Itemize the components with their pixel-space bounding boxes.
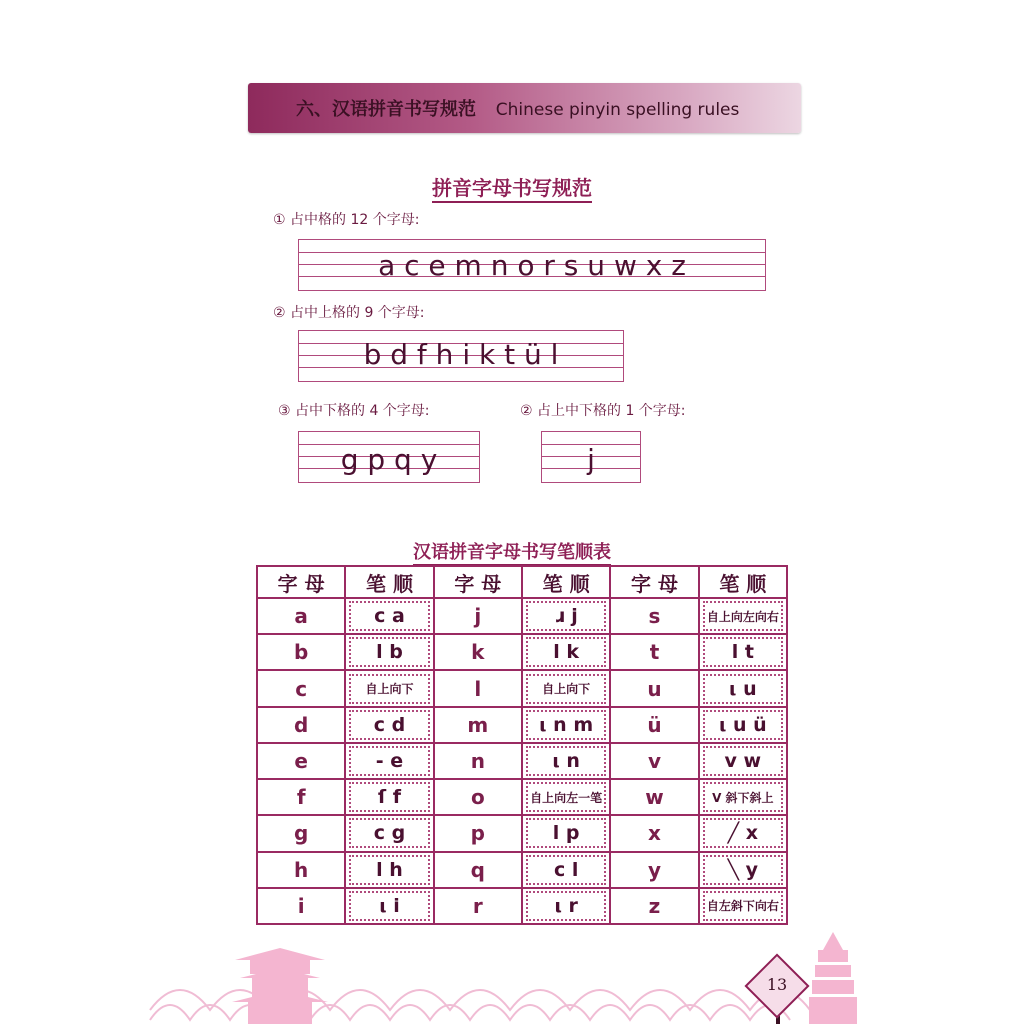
stroke-order-box: 自左斜下向右: [703, 891, 783, 921]
letter-cell: l: [434, 670, 522, 706]
table-row: [257, 815, 787, 851]
stroke-order-box: 自上向下: [349, 674, 429, 704]
stroke-order-cell: [522, 888, 610, 924]
letter-cell: r: [434, 888, 522, 924]
stroke-order-box: ſ f: [349, 782, 429, 812]
header-stroke: 笔 顺: [699, 566, 787, 598]
letter-cell: a: [257, 598, 345, 634]
stroke-order-cell: [699, 743, 787, 779]
stroke-order-box: ╱ x: [703, 818, 783, 848]
stroke-order-cell: [345, 888, 433, 924]
table-row: [257, 779, 787, 815]
letter-cell: z: [610, 888, 698, 924]
table-row: [257, 743, 787, 779]
stroke-order-cell: [345, 598, 433, 634]
letter-cell: y: [610, 852, 698, 888]
writing-grid-middle: [298, 239, 766, 291]
letter-cell: w: [610, 779, 698, 815]
chapter-banner: [248, 83, 801, 133]
stroke-order-cell: [522, 707, 610, 743]
letter-cell: h: [257, 852, 345, 888]
stroke-order-box: 自上向左一笔: [526, 782, 606, 812]
header-stroke: 笔 顺: [522, 566, 610, 598]
page-number: 13: [766, 975, 788, 994]
chapter-title-en: Chinese pinyin spelling rules: [495, 100, 740, 120]
table-header-row: [257, 566, 787, 598]
group-caption-middle-lower: ③ 占中下格的 4 个字母:: [278, 403, 430, 419]
letter-cell: k: [434, 634, 522, 670]
stroke-order-box: l t: [703, 637, 783, 667]
stroke-order-table: [256, 565, 788, 925]
stroke-order-box: c g: [349, 818, 429, 848]
stroke-order-cell: [345, 779, 433, 815]
stroke-order-box: l k: [526, 637, 606, 667]
stroke-order-cell: [522, 779, 610, 815]
stroke-order-box: ι n m: [526, 710, 606, 740]
letter-cell: n: [434, 743, 522, 779]
letter-cell: m: [434, 707, 522, 743]
header-letter: 字 母: [610, 566, 698, 598]
pagoda-left-icon: [232, 948, 328, 1024]
letter-cell: q: [434, 852, 522, 888]
stroke-order-box: 自上向下: [526, 674, 606, 704]
stroke-order-cell: [699, 852, 787, 888]
header-stroke: 笔 顺: [345, 566, 433, 598]
header-letter: 字 母: [434, 566, 522, 598]
writing-grid-middle-lower: [298, 431, 480, 483]
stroke-order-cell: [345, 815, 433, 851]
stroke-order-cell: [522, 743, 610, 779]
letter-cell: j: [434, 598, 522, 634]
stroke-order-box: l b: [349, 637, 429, 667]
stroke-order-cell: [699, 888, 787, 924]
grid-letters-middle-upper: b d f h i k t ü l: [363, 337, 559, 371]
letter-cell: ü: [610, 707, 698, 743]
stroke-order-cell: [522, 852, 610, 888]
header-letter: 字 母: [257, 566, 345, 598]
stroke-order-box: ι r: [526, 891, 606, 921]
letter-cell: x: [610, 815, 698, 851]
section-title-writing-rules: 拼音字母书写规范: [0, 172, 1024, 201]
table-row: [257, 852, 787, 888]
letter-cell: c: [257, 670, 345, 706]
stroke-order-box: l p: [526, 818, 606, 848]
stroke-order-box: ι u: [703, 674, 783, 704]
stroke-order-cell: [699, 707, 787, 743]
letter-cell: g: [257, 815, 345, 851]
stroke-order-box: v w: [703, 746, 783, 776]
stroke-order-cell: [345, 670, 433, 706]
stroke-order-cell: [699, 670, 787, 706]
stroke-order-cell: [522, 634, 610, 670]
chapter-title-zh: 六、汉语拼音书写规范: [296, 99, 476, 120]
stroke-order-cell: [699, 634, 787, 670]
letter-cell: s: [610, 598, 698, 634]
stroke-order-box: 自上向左向右: [703, 601, 783, 631]
stroke-order-box: ι u ü: [703, 710, 783, 740]
section-title-stroke-order: 汉语拼音字母书写笔顺表: [0, 538, 1024, 564]
writing-grid-middle-upper: [298, 330, 624, 382]
group-caption-middle-upper: ② 占中上格的 9 个字母:: [273, 305, 425, 321]
stroke-order-cell: [345, 707, 433, 743]
stroke-order-box: c a: [349, 601, 429, 631]
stroke-order-box: ι i: [349, 891, 429, 921]
letter-cell: o: [434, 779, 522, 815]
letter-cell: u: [610, 670, 698, 706]
table-row: [257, 888, 787, 924]
table-row: [257, 634, 787, 670]
stroke-order-cell: [345, 634, 433, 670]
stroke-order-box: ɹ j: [526, 601, 606, 631]
writing-grid-full: [541, 431, 641, 483]
letter-cell: b: [257, 634, 345, 670]
letter-cell: v: [610, 743, 698, 779]
stroke-order-box: V 斜下斜上: [703, 782, 783, 812]
stroke-order-cell: [522, 670, 610, 706]
letter-cell: f: [257, 779, 345, 815]
group-caption-full: ② 占上中下格的 1 个字母:: [520, 403, 686, 419]
letter-cell: i: [257, 888, 345, 924]
stroke-order-cell: [699, 815, 787, 851]
letter-cell: p: [434, 815, 522, 851]
stroke-order-box: c l: [526, 855, 606, 885]
group-caption-middle: ① 占中格的 12 个字母:: [273, 212, 420, 228]
stroke-order-box: ι n: [526, 746, 606, 776]
table-row: [257, 598, 787, 634]
stroke-order-cell: [345, 743, 433, 779]
stroke-order-box: ╲ y: [703, 855, 783, 885]
pagoda-right-icon: [809, 932, 857, 1024]
letter-cell: d: [257, 707, 345, 743]
stroke-order-box: - e: [349, 746, 429, 776]
letter-cell: t: [610, 634, 698, 670]
grid-letters-middle: a c e m n o r s u w x z: [378, 248, 686, 282]
stroke-order-cell: [522, 598, 610, 634]
stroke-order-cell: [522, 815, 610, 851]
stroke-order-cell: [699, 779, 787, 815]
letter-cell: e: [257, 743, 345, 779]
stroke-order-cell: [345, 852, 433, 888]
stroke-order-box: l h: [349, 855, 429, 885]
grid-letters-full: j: [587, 442, 595, 476]
table-row: [257, 707, 787, 743]
stroke-order-box: c d: [349, 710, 429, 740]
grid-letters-middle-lower: g p q y: [340, 442, 438, 476]
table-row: [257, 670, 787, 706]
stroke-order-cell: [699, 598, 787, 634]
footer-decoration: [0, 920, 1024, 1024]
